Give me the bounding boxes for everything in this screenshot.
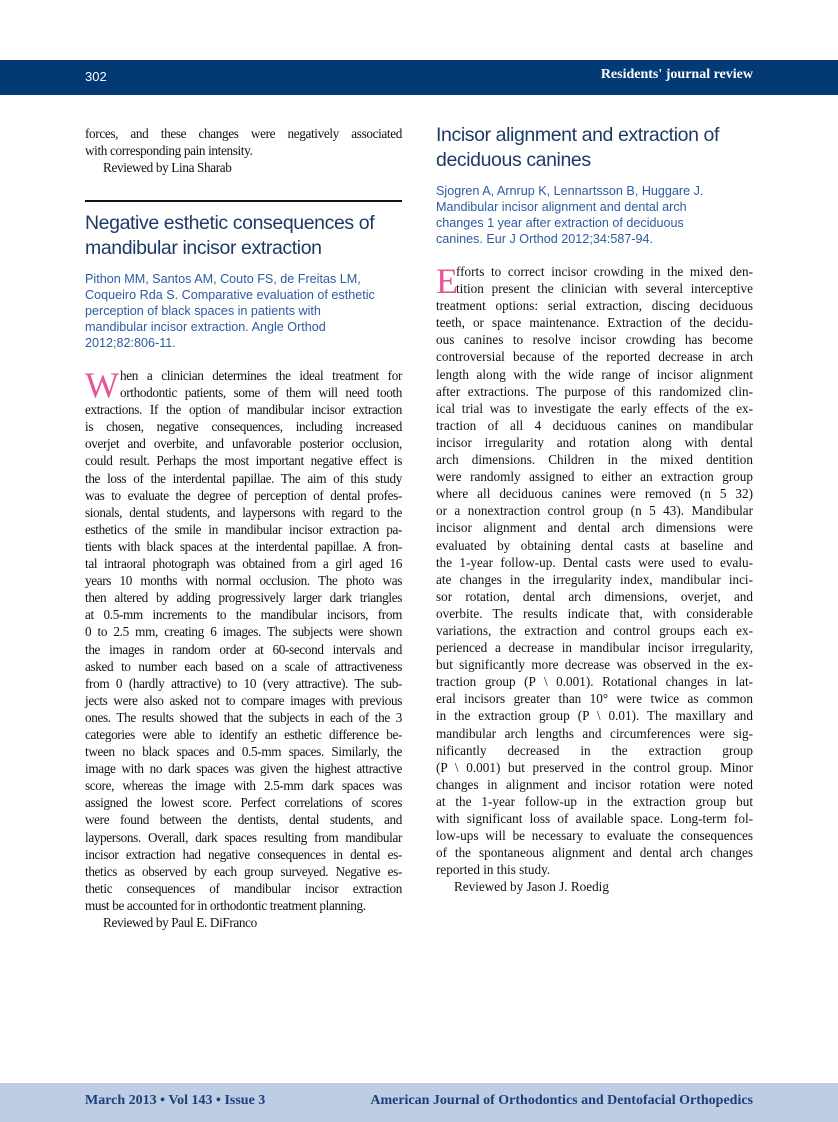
reviewer-credit: Reviewed by Paul E. DiFranco — [103, 915, 257, 930]
text-line: with corresponding pain intensity. — [85, 143, 253, 159]
text-line: 0 to 2.5 mm, creating 6 images. The subjects were shown — [85, 624, 402, 640]
text-line: eral incisors greater than 10° were twice as common — [436, 691, 753, 707]
text-line: overbite. The results indicate that, with considerable — [436, 605, 753, 621]
reviewer-credit: Reviewed by Lina Sharab — [103, 160, 232, 176]
article-title — [85, 211, 402, 261]
text-line: the images in random order at 60-second intervals and — [85, 641, 402, 657]
text-line: sionals, dental students, and laypersons with regard to the — [85, 504, 402, 520]
text-line: changes in alignment and incisor rotation were noted — [436, 776, 753, 792]
text-line: must be accounted for in orthodontic treatment planning. — [85, 897, 366, 913]
text-line: ous canines to resolve incisor crowding has become — [436, 332, 753, 348]
text-line: but significantly more decrease was observed in the ex- — [436, 657, 753, 673]
article-incisor-alignment — [436, 123, 753, 247]
article-body — [85, 367, 402, 931]
running-footer — [0, 1083, 838, 1122]
text-line: traction group (P \ 0.001). Rotational changes in lat- — [436, 674, 753, 690]
article-negative-esthetic — [85, 211, 402, 351]
text-line: categories were able to identify an esthetic difference be- — [85, 726, 402, 742]
text-line: treatment options: serial extraction, discing deciduous — [436, 298, 753, 314]
text-line: with significant loss of available space. Long-term fol- — [436, 811, 753, 826]
text-line: assigned the lowest score. Perfect correlations of scores — [85, 795, 402, 811]
text-line: after extractions. The purpose of this randomized clin- — [436, 383, 753, 399]
text-line: tition present the clinician with several interceptive — [456, 281, 753, 297]
text-line: perienced a decrease in mandibular incisor irregularity, — [436, 640, 753, 656]
text-line: low-ups will be necessary to evaluate the consequences — [436, 828, 753, 844]
drop-cap: W — [85, 365, 119, 405]
text-line: thetic consequences of mandibular incisor extraction — [85, 880, 402, 896]
page-number: 302 — [85, 69, 107, 84]
text-line: thetics as observed by each group surveyed. Negative es- — [85, 863, 402, 879]
text-line: the loss of the interdental papillae. The aim of this study — [85, 470, 402, 486]
title-line: deciduous canines — [436, 149, 591, 171]
citation-line: mandibular incisor extraction. Angle Orthod — [85, 320, 326, 334]
journal-name: American Journal of Orthodontics and Dentofacial Orthopedics — [370, 1093, 753, 1108]
text-line: arch dimensions. Children in the mixed dentition — [436, 452, 753, 468]
title-line: mandibular incisor extraction — [85, 237, 322, 259]
citation-line: 2012;82:806-11. — [85, 336, 176, 350]
text-line: (P \ 0.001) but preserved in the control group. Minor — [436, 759, 753, 775]
text-line: or a nonextraction control group (n 5 43). Mandibular — [436, 503, 753, 519]
text-line: from 0 (hardly attractive) to 10 (very attractive). The sub- — [85, 675, 402, 691]
title-line: Incisor alignment and extraction of — [436, 124, 719, 146]
text-line: evaluated by obtaining dental casts at baseline and — [436, 537, 753, 553]
text-line: jects were also asked not to compare images with previous — [85, 692, 402, 708]
section-divider — [85, 200, 402, 202]
issue-info: March 2013 • Vol 143 • Issue 3 — [85, 1093, 266, 1108]
text-line: then altered by adding progressively larger dark triangles — [85, 590, 402, 606]
text-line: ical trial was to investigate the early effects of the ex- — [436, 400, 753, 416]
text-line: esthetics of the smile in mandibular incisor extraction pa- — [85, 521, 402, 537]
text-line: incisor extraction had negative consequences in dental es- — [85, 846, 402, 862]
title-line: Negative esthetic consequences of — [85, 212, 375, 234]
text-line: asked to number each based on a scale of attractiveness — [85, 658, 402, 674]
article-title — [436, 123, 753, 173]
text-line: of the spontaneous alignment and dental arch changes — [436, 845, 753, 861]
text-line: reported in this study. — [436, 862, 551, 878]
text-line: tween no black spaces and 0.5-mm spaces. Similarly, the — [85, 744, 402, 760]
text-line: forces, and these changes were negatively associated — [85, 126, 402, 141]
carryover-text — [85, 125, 402, 176]
text-line: is chosen, negative consequences, including increased — [85, 419, 402, 435]
text-line: ones. The results showed that the subjects in each of the 3 — [85, 709, 402, 725]
text-line: extractions. If the option of mandibular incisor extraction — [85, 402, 402, 418]
citation-line: Coqueiro Rda S. Comparative evaluation of esthetic — [85, 288, 375, 302]
section-title: Residents' journal review — [600, 67, 753, 82]
text-line: score, whereas the image with 2.5-mm dark spaces was — [85, 778, 402, 794]
text-line: teeth, or space maintenance. Extraction of the decidu- — [436, 315, 753, 331]
text-line: at the 1-year follow-up in the extraction group but — [436, 793, 753, 809]
text-line: in the extraction group (P \ 0.01). The maxillary and — [436, 708, 753, 724]
text-line: where all deciduous canines were removed (n 5 32) — [436, 486, 753, 502]
text-line: tients with black spaces at the interdental papillae. A fron- — [85, 538, 402, 554]
article-citation — [85, 271, 402, 351]
text-line: image with no dark spaces was given the highest attractive — [85, 761, 402, 777]
citation-line: Sjogren A, Arnrup K, Lennartsson B, Huggare J. — [436, 184, 704, 198]
article-body — [436, 263, 753, 895]
text-line: nificantly decreased in the extraction group — [436, 742, 753, 758]
citation-line: canines. Eur J Orthod 2012;34:587-94. — [436, 232, 654, 246]
text-line: orthodontic patients, some of them will need tooth — [120, 385, 402, 401]
text-line: incisor alignment and dental arch dimensions were — [436, 520, 753, 536]
text-line: controversial because of the reported decrease in arch — [436, 349, 753, 365]
text-line: variations, the extraction and control groups each ex- — [436, 622, 753, 638]
text-line: overjet and overbite, and unfavorable posterior occlusion, — [85, 436, 402, 452]
drop-cap: E — [436, 261, 458, 301]
text-line: incisor irregularity and rotation along with dental — [436, 434, 753, 450]
text-line: the 1-year follow-up. Dental casts were used to evalu- — [436, 554, 753, 570]
text-line: was to evaluate the degree of perception of dental profes- — [85, 487, 402, 503]
running-header — [0, 60, 838, 95]
citation-line: Mandibular incisor alignment and dental arch — [436, 200, 687, 214]
text-line: sor rotation, dental arch dimensions, overjet, and — [436, 588, 753, 604]
text-line: ate changes in the irregularity index, mandibular inci- — [436, 571, 753, 587]
reviewer-credit: Reviewed by Jason J. Roedig — [454, 879, 609, 895]
article-citation — [436, 183, 753, 247]
text-line: hen a clinician determines the ideal treatment for — [120, 368, 402, 383]
text-line: traction of all 4 deciduous canines on mandibular — [436, 417, 753, 433]
text-line: fforts to correct incisor crowding in the mixed den- — [456, 264, 753, 279]
text-line: tal intraoral photograph was obtained from a girl aged 16 — [85, 556, 402, 572]
text-line: years 10 months with normal occlusion. The photo was — [85, 573, 402, 589]
citation-line: perception of black spaces in patients with — [85, 304, 321, 318]
text-line: were randomly assigned to either an extraction group — [436, 469, 753, 485]
text-line: were found between the dentists, dental students, and — [85, 812, 402, 828]
text-line: laypersons. Overall, dark spaces resulting from mandibular — [85, 829, 402, 845]
text-line: mandibular arch lengths and circumferences were sig- — [436, 725, 753, 741]
text-line: length along with the wide range of incisor alignment — [436, 366, 753, 382]
text-line: at 0.5-mm increments to the mandibular incisors, from — [85, 607, 402, 623]
citation-line: Pithon MM, Santos AM, Couto FS, de Freitas LM, — [85, 272, 361, 286]
citation-line: changes 1 year after extraction of deciduous — [436, 216, 684, 230]
text-line: could result. Perhaps the most important negative effect is — [85, 453, 402, 469]
